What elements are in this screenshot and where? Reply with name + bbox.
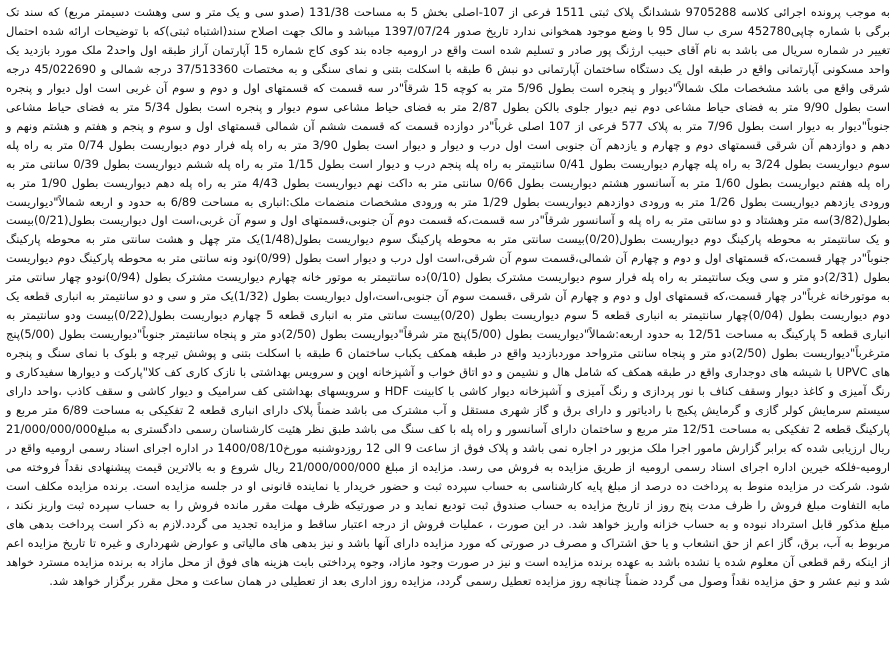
auction-notice-text: به موجب پرونده اجرائی کلاسه 9705288 ششدانگ پلاک ثبتی 1511 فرعی از 107-اصلی بخش 5 به مساحت 131/38 (صدو سی و یک متر و سی وهشت دسیمتر مربع) که سند تک برگی با شماره چاپی452780 سری ب سال 95 با وضع موجود همخوانی ندارد تاریخ صدور 1397/07/24 میباشد و مالک جهت اصلاح سند(اشتباه ثبتی)که با توضیحات ارائه شده احتمال تغییر در شماره سریال می باشد به نام آقای حبیب ارژنگ پور صادر و تسلیم شده است واقع در ارومیه جاده بند کوی کاج شماره 15 آپارتمان آراز طبقه اول واحد2 ملک مورد بازدید یک واحد مسکونی آپارتمانی واقع در طبقه اول یک دستگاه ساختمان آپارتمانی دو نبش 6 طبقه با اسکلت بتنی و نمای سنگی و به مختصات 37/513360 درجه شمالی و 45/022690 درجه شرقی واقع می باشد مشخصات ملک شمالاً"دیوار و پنجره است بطول 5/96 متر به کوچه 15 شرقاً"در سه قسمت که قسمتهای اول و دوم و سوم آن غربی است اول دیوار و پنجره است بطول 9/90 متر به فضای حیاط مشاعی دوم نیم دیوار جلوی بالکن بطول 2/87 متر به فضای حیاط مشاعی سوم دیوار و پنجره است بطول 5/34 متر به فضای حیاط مشاعی جنوباً"دیوار به دیوار است بطول 7/96 متر به پلاک 577 فرعی از 107 اصلی غرباً"در دوازده قسمت که قسمت ششم آن شمالی قسمتهای اول و سوم و پنجم و هفتم و هشتم ونهم و دهم و دوازدهم آن شرقی قسمتهای دوم و چهارم و یازدهم آن جنوبی است اول درب و دیوار و دیوار است بطول 3/90 متر به راه پله فرار دوم دیواریست بطول 0/74 متر به راه پله سوم دیواریست بطول 3/24 به راه پله چهارم دیواریست بطول 0/41 سانتیمتر به راه پله پنجم درب و دیوار است بطول 1/15 متر به راه پله ششم دیواریست بطول 0/39 سانتی متر به راه پله هفتم دیواریست بطول 1/60 متر به آسانسور هشتم دیواریست بطول 0/66 سانتی متر به داکت نهم دیواریست بطول 4/43 متر به راه پله دهم دیواریست بطول 1/90 متر به ورودی یازدهم دیواریست بطول 1/26 متر به ورودی دوازدهم دیواریست بطول 1/29 متر به ورودی مشخصات منضمات ملک:انباری به مساحت 6/89 به حدود و اربعه شمالاً"دیواریست بطول(3/82)سه متر وهشتاد و دو سانتی متر به راه پله و آسانسور شرقاً"در سه قسمت،که قسمت دوم آن جنوبی،قسمتهای اول و سوم آن غربی،است اول دیواریست بطول(0/21)بیست و یک سانتیمتر به محوطه پارکینگ دوم دیواریست بطول(0/20)بیست سانتی متر به محوطه پارکینگ سوم دیواریست بطول(1/48)یک متر چهل و هشت سانتی متر به محوطه پارکینگ جنوباً"در چهار قسمت،که قسمتهای اول و دوم و چهارم آن شمالی،قسمت سوم آن شرقی،است اول درب و دیوار است بطول (0/99)نود ونه سانتی متر به محوطه پارکینگ دوم دیواریست بطول (2/31)دو متر و سی ویک سانتیمتر به راه پله فرار سوم دیواریست مشترک بطول (0/10)ده سانتیمتر به موتور خانه چهارم دیواریست مشترک بطول (0/94)نودو چهار سانتی متر به موتورخانه غرباً"در چهار قسمت،که قسمتهای اول و دوم و چهارم آن شرقی ،قسمت سوم آن جنوبی،است،اول دیواریست بطول (1/32)یک متر و سی و دو سانتیمتر به انباری قطعه یک دوم دیواریست بطول (0/04)چهار سانتیمتر به انباری قطعه 5 سوم دیواریست بطول (0/20)بیست سانتی متر به انباری قطعه 5 چهارم دیواریست بطول(0/22)بیست ودو سانتیمتر به انباری قطعه 5 پارکینگ به مساحت 12/51 به حدود اربعه:شمالاً"دیواریست بطول (5/00)پنج متر شرقاً"دیواریست بطول (2/50)دو متر و پنجاه سانتیمتر جنوباً"دیواریست بطول (5/00)پنج مترغرباً"دیواریست بطول (2/50)دو متر و پنجاه سانتی مترواحد موردبازدید واقع در طبقه همکف یکباب ساختمان 6 طبقه با اسکلت بتنی و پوشش تیرچه و بلوک با نمای سنگ و پنجره های UPVC با شیشه های دوجداری واقع در طبقه همکف که شامل هال و نشیمن و دو اتاق خواب و آشپزخانه اوپن و سرویس بهداشتی با نازک کاری کف کلا"پارکت و دیوارها سفیدکاری و رنگ آمیزی و کاغذ دیوار وسقف کناف با نور پردازی و رنگ آمیزی و آشپزخانه دیوار کاشی با کابینت HDF و سرویسهای بهداشتی کف سرامیک و دیوار کاشی و سقف کاذب ،واحد دارای سیستم سرمایش کولر گازی و گرمایش پکیج با رادیاتور و دارای برق و گاز شهری مستقل و آب مشترک می باشد ضمناً پلاک دارای انباری قطعه 2 تفکیکی به مساحت 6/89 متر مربع و پارکینگ قطعه 2 تفکیکی به مساحت 12/51 متر مربع و ساختمان دارای آسانسور و راه پله با کف سنگ می باشد طبق نظر هئیت کارشناسان رسمی دادگستری به مبلغ21/000/000/000 ریال ارزیابی شده که برابر گزارش مامور اجرا ملک مزبور در اجاره نمی باشد و پلاک فوق از ساعت 9 الی 12 روزدوشنبه مورخ1400/08/10 در اداره اجرای اسناد رسمی ارومیه واقع در ارومیه-فلکه خیرین اداره اجرای اسناد رسمی ارومیه از طریق مزایده به فروش می رسد. مزایده از مبلغ 21/000/000/000 ریال شروع و به بالاترین قیمت پیشنهادی نقداً فروخته می شود. شرکت در مزایده منوط به پرداخت ده درصد از مبلغ پایه کارشناسی به حساب سپرده ثبت و حضور خریدار یا نماینده قانونی او در جلسه مزایده است. برنده مزایده مکلف است مابه التفاوت مبلغ فروش را ظرف مدت پنج روز از تاریخ مزایده به حساب صندوق ثبت تودیع نماید و در صورتیکه ظرف مهلت مقرر مانده فروش را به حساب سپرده ثبت واریز نکند ، مبلغ مذکور قابل استرداد نبوده و به حساب خزانه واریز خواهد شد. در این صورت ، عملیات فروش از درجه اعتبار ساقط و مزایده تجدید می گردد.لازم به ذکر است پرداخت بدهی های مربوط به آب، برق، گاز اعم از حق انشعاب و یا حق اشتراک و مصرف در صورتی که مورد مزایده دارای آنها باشد و نیز بدهی های مالیاتی و عوارض شهرداری و غیره تا تاریخ مزایده اعم از اینکه رقم قطعی آن معلوم شده یا نشده باشد به عهده برنده مزایده است و نیز در صورت وجود مازاد، وجوه پرداختی بابت هزینه های فوق از محل مازاد به برنده مزایده مسترد خواهد شد و نیم عشر و حق مزایده نقداً وصول می گردد ضمناً چنانچه روز مزایده تعطیل رسمی گردد، مزایده روز اداری بعد از تعطیلی در همان ساعت و محل مقرر برگزار خواهد شد.	[6, 5, 891, 588]
